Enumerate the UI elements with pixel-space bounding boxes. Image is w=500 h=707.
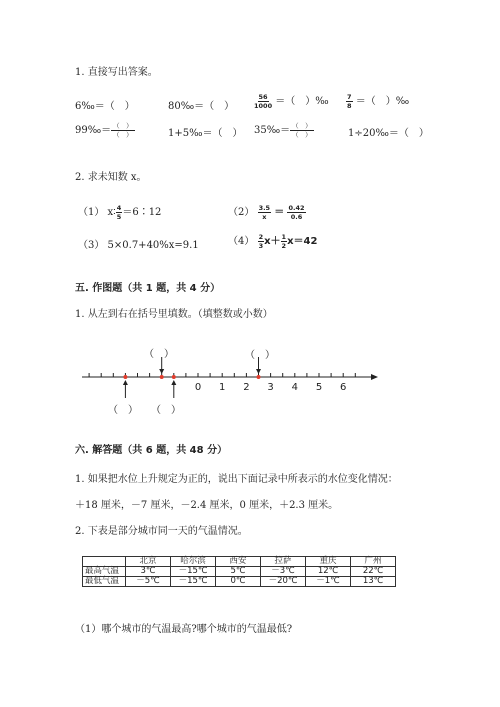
- q2-title: 2. 求未知数 x。: [75, 172, 147, 183]
- table-cell: 22℃: [351, 567, 396, 577]
- number-line-label: 4: [291, 382, 298, 393]
- table-cell: －15℃: [171, 567, 216, 577]
- section6-q1-data: ＋18 厘米，－7 厘米，－2.4 厘米，0 厘米，＋2.3 厘米。: [75, 500, 339, 511]
- number-line-point: [123, 375, 127, 379]
- table-header-cell: 广州: [351, 557, 396, 567]
- arrow-up-head-icon: [123, 380, 128, 385]
- table-header-cell: 重庆: [306, 557, 351, 567]
- table-row-label: 最高气温: [83, 567, 126, 577]
- table-cell: －15℃: [171, 577, 216, 587]
- q1-title: 1. 直接写出答案。: [75, 67, 158, 78]
- blank-above-1[interactable]: （ ）: [144, 349, 174, 360]
- q2-eq-2: （2） $\frac{3.5}{x}$ ＝ $\frac{0.42}{0.6}$: [228, 204, 305, 221]
- arrow-up-head-icon: [171, 380, 176, 385]
- table-cell: 0℃: [216, 577, 261, 587]
- number-line-point: [160, 375, 164, 379]
- table-header-row: [83, 557, 396, 567]
- number-line-point: [172, 375, 176, 379]
- section5-q1: 1. 从左到右在括号里填数。（填整数或小数）: [75, 309, 273, 320]
- q1-item-7: 35‰＝ （ ） （ ）: [254, 122, 312, 139]
- q2-eq-4: （4） $\frac{2}{3}$ x＋ $\frac{1}{2}$ x＝42: [228, 233, 318, 250]
- table-row-high: [83, 567, 396, 577]
- table-cell: 13℃: [351, 577, 396, 587]
- blank-below-2[interactable]: （ ）: [151, 405, 181, 416]
- table-cell: 12℃: [306, 567, 351, 577]
- arrow-down-head-icon: [256, 369, 261, 374]
- q1-item-1: 6‰＝（ ）: [75, 101, 135, 112]
- section6-q2: 2. 下表是部分城市同一天的气温情况。: [75, 526, 248, 537]
- table-header-cell: 西安: [216, 557, 261, 567]
- q1-item-5: 99‰＝ （ ） （ ）: [75, 122, 133, 139]
- table-header-cell: 北京: [126, 557, 171, 567]
- q1-item-8: 1÷20‰＝（ ）: [348, 128, 429, 139]
- number-line-point: [257, 375, 261, 379]
- table-corner-cell: [83, 557, 126, 567]
- q1-item-4: $\frac{7}{8}$ ＝（ ）‰: [347, 93, 410, 110]
- q1-item-2: 80‰＝（ ）: [168, 101, 235, 112]
- section6-heading: 六. 解答题（共 6 题，共 48 分）: [75, 445, 228, 456]
- section5-heading: 五. 作图题（共 1 题，共 4 分）: [75, 283, 221, 294]
- number-line-label: 2: [243, 382, 250, 393]
- blank-below-1[interactable]: （ ）: [108, 405, 138, 416]
- number-line-label: 0: [194, 382, 202, 393]
- q2-eq-3: （3） 5×0.7+40%x=9.1: [78, 240, 199, 251]
- blank-above-2[interactable]: （ ）: [245, 350, 275, 361]
- number-line-label: 5: [315, 382, 323, 393]
- number-line-label: 3: [267, 382, 274, 393]
- table-cell: －20℃: [261, 577, 306, 587]
- table-header-cell: 拉萨: [261, 557, 306, 567]
- number-line-label: 1: [219, 382, 226, 393]
- arrow-down-head-icon: [159, 369, 164, 374]
- q1-item-6: 1+5‰＝（ ）: [168, 128, 243, 139]
- table-cell: －5℃: [126, 577, 171, 587]
- table-header-cell: 哈尔滨: [171, 557, 216, 567]
- table-row-low: [83, 577, 396, 587]
- section6-q1: 1. 如果把水位上升规定为正的，说出下面记录中所表示的水位变化情况：: [75, 474, 398, 485]
- table-cell: －1℃: [306, 577, 351, 587]
- number-line-label: 6: [340, 382, 347, 393]
- table-cell: 5℃: [216, 567, 261, 577]
- section6-sub1: （1）哪个城市的气温最高?哪个城市的气温最低?: [75, 624, 293, 635]
- table-row-label: 最低气温: [83, 577, 126, 587]
- q2-eq-1: （1） x∶ $\frac{4}{5}$ ＝6∶12: [78, 204, 162, 221]
- table-cell: 3℃: [126, 567, 171, 577]
- table-cell: －3℃: [261, 567, 306, 577]
- temperature-table: [82, 556, 396, 587]
- q1-item-3: $\frac{56}{1000}$ ＝（ ）‰: [254, 93, 329, 110]
- number-line-arrowhead: [371, 374, 378, 380]
